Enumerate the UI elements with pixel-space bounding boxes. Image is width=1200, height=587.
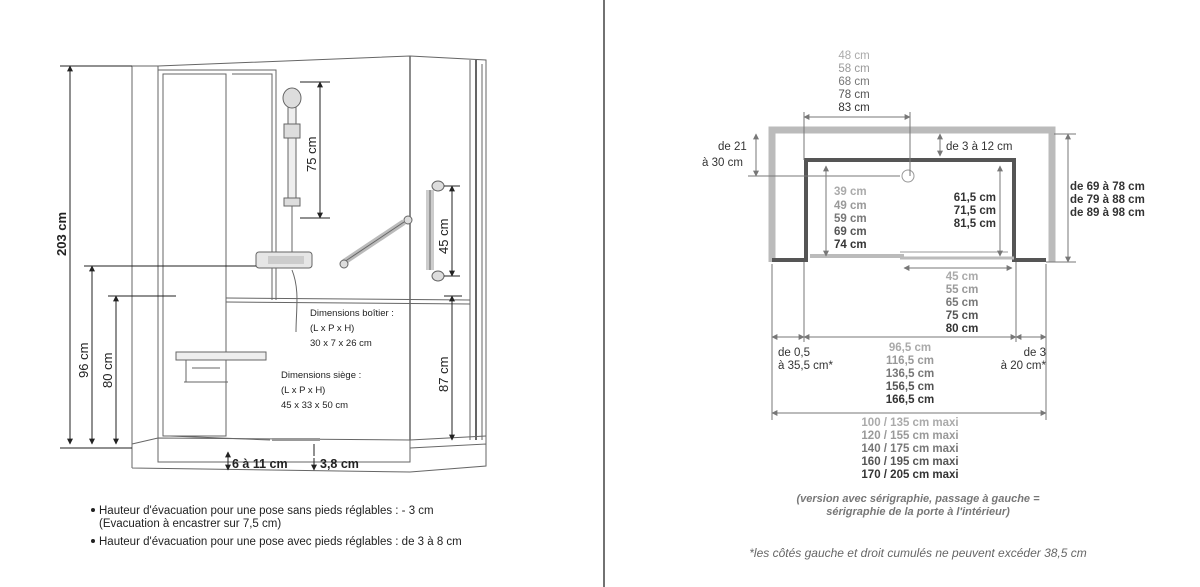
top-widths [838, 50, 869, 114]
top-width-83: 83 cm [838, 102, 870, 114]
top-offset: de 3 à 12 cm [946, 141, 1013, 153]
side-left-line1: de 0,5 [778, 347, 810, 359]
inner-right-71: 71,5 cm [953, 205, 996, 217]
inner-width-156: 156,5 cm [885, 381, 935, 393]
caption-line2: sérigraphie de la porte à l'intérieur) [826, 506, 1010, 518]
left-offset-line1: de 21 [718, 141, 747, 153]
max-width-170: 170 / 205 cm maxi [861, 469, 959, 481]
inner-right-61: 61,5 cm [953, 192, 996, 204]
door-width-80: 80 cm [945, 323, 979, 335]
inner-width-166: 166,5 cm [885, 394, 935, 406]
note-bullet [91, 539, 95, 543]
max-width-100: 100 / 135 cm maxi [861, 417, 959, 429]
note-bullet [91, 508, 95, 512]
door-width-45: 45 cm [945, 271, 979, 283]
door-width-55: 55 cm [945, 284, 979, 296]
inner-width-96: 96,5 cm [888, 342, 932, 354]
inner-left-49: 49 cm [834, 200, 867, 212]
outer-depth-2: de 79 à 88 cm [1070, 194, 1145, 206]
side-right-line2: à 20 cm* [1000, 360, 1046, 372]
inner-width-136: 136,5 cm [885, 368, 935, 380]
dim-87: 87 cm [436, 356, 451, 392]
max-widths [861, 417, 958, 481]
inner-width-116: 116,5 cm [886, 355, 934, 367]
box-title: Dimensions boîtier : [310, 308, 394, 319]
note-1-detail: (Evacuation à encastrer sur 7,5 cm) [99, 518, 282, 530]
inner-left-depths [834, 186, 867, 251]
max-width-160: 160 / 195 cm maxi [861, 456, 959, 468]
dim-45: 45 cm [436, 218, 451, 254]
note-1: Hauteur d'évacuation pour une pose sans pieds réglables : - 3 cm [99, 505, 434, 517]
inner-widths [886, 342, 935, 406]
footnote: *les côtés gauche et droit cumulés ne peuvent excéder 38,5 cm [749, 546, 1087, 560]
inner-left-39: 39 cm [834, 186, 867, 198]
outer-depths [1070, 181, 1145, 219]
inner-left-69: 69 cm [834, 226, 867, 238]
door-width-65: 65 cm [945, 297, 979, 309]
side-right-line1: de 3 [1023, 347, 1046, 359]
door-width-75: 75 cm [945, 310, 979, 322]
inner-right-depths [954, 192, 996, 230]
inner-left-59: 59 cm [834, 213, 867, 225]
door-widths [946, 271, 979, 335]
max-width-140: 140 / 175 cm maxi [861, 443, 959, 455]
outer-depth-1: de 69 à 78 cm [1070, 181, 1145, 193]
box-lph: (L x P x H) [310, 323, 355, 334]
dim-75: 75 cm [304, 136, 319, 172]
seat-lph: (L x P x H) [281, 385, 326, 396]
dim-total-height: 203 cm [54, 211, 69, 256]
caption-line1: (version avec sérigraphie, passage à gauche = [796, 493, 1040, 505]
seat-value: 45 x 33 x 50 cm [281, 400, 349, 411]
inner-right-81: 81,5 cm [953, 218, 996, 230]
dim-base: 6 à 11 cm [232, 457, 288, 471]
top-width-68: 68 cm [838, 76, 870, 88]
inner-left-74: 74 cm [834, 239, 867, 251]
top-width-78: 78 cm [838, 89, 870, 101]
note-2: Hauteur d'évacuation pour une pose avec pieds réglables : de 3 à 8 cm [99, 536, 462, 548]
top-width-58: 58 cm [838, 63, 870, 75]
dim-96: 96 cm [76, 342, 91, 378]
box-value: 30 x 7 x 26 cm [310, 338, 372, 349]
max-width-120: 120 / 155 cm maxi [861, 430, 959, 442]
seat-title: Dimensions siège : [281, 370, 362, 381]
top-width-48: 48 cm [838, 50, 870, 62]
dim-80: 80 cm [100, 352, 115, 388]
side-left-line2: à 35,5 cm* [778, 360, 833, 372]
left-offset-line2: à 30 cm [702, 157, 743, 169]
outer-depth-3: de 89 à 98 cm [1070, 207, 1145, 219]
dim-drain: 3,8 cm [320, 457, 359, 471]
